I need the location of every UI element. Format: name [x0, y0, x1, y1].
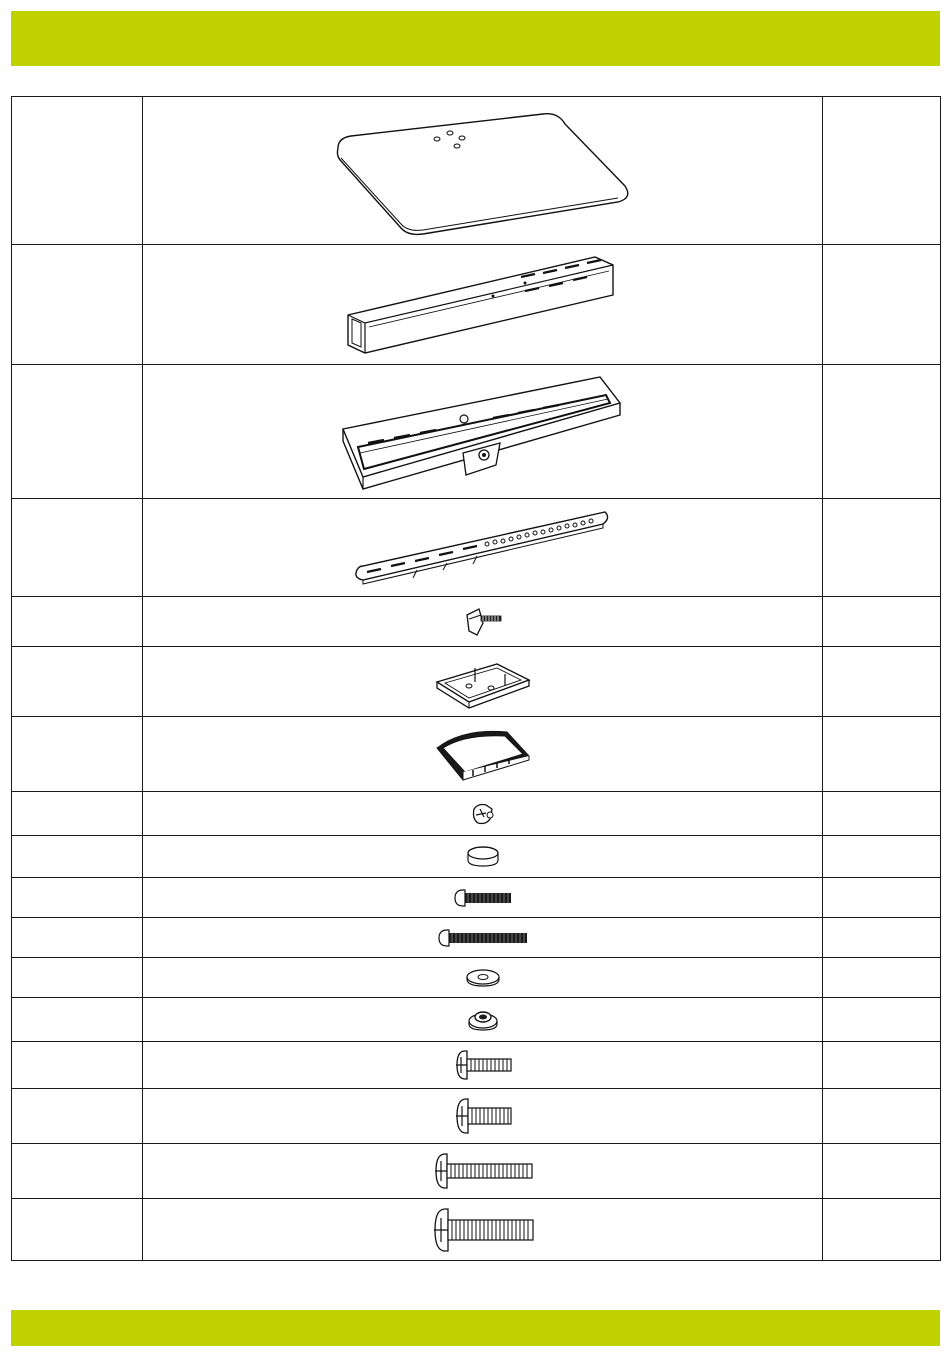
image-cell — [143, 958, 823, 998]
ref-cell — [12, 647, 143, 717]
ref-cell — [12, 958, 143, 998]
image-cell — [143, 836, 823, 878]
column-tube-icon — [343, 253, 623, 357]
qty-cell — [823, 1089, 941, 1144]
ref-cell — [12, 1089, 143, 1144]
table-row — [12, 1089, 941, 1144]
cable-clip-icon — [468, 801, 498, 827]
image-cell — [143, 1089, 823, 1144]
ref-cell — [12, 597, 143, 647]
qty-cell — [823, 836, 941, 878]
table-row — [12, 918, 941, 958]
ref-cell — [12, 878, 143, 918]
ref-cell — [12, 792, 143, 836]
ref-cell — [12, 245, 143, 365]
phillips-screw-m6-icon — [432, 1151, 534, 1191]
ref-cell — [12, 998, 143, 1042]
phillips-screw-m5-icon — [453, 1096, 513, 1136]
ref-cell — [12, 97, 143, 245]
table-row — [12, 1042, 941, 1089]
qty-cell — [823, 245, 941, 365]
qty-cell — [823, 597, 941, 647]
qty-cell — [823, 918, 941, 958]
ref-cell — [12, 836, 143, 878]
image-cell — [143, 499, 823, 597]
table-row — [12, 365, 941, 499]
image-cell — [143, 998, 823, 1042]
hex-bolt-long-icon — [437, 927, 529, 949]
image-cell — [143, 792, 823, 836]
image-cell — [143, 878, 823, 918]
qty-cell — [823, 499, 941, 597]
table-row — [12, 1144, 941, 1199]
table-row — [12, 647, 941, 717]
qty-cell — [823, 1199, 941, 1261]
qty-cell — [823, 1144, 941, 1199]
base-plate-icon — [333, 106, 633, 236]
image-cell — [143, 1144, 823, 1199]
qty-cell — [823, 792, 941, 836]
table-row — [12, 97, 941, 245]
ref-cell — [12, 1199, 143, 1261]
image-cell — [143, 647, 823, 717]
qty-cell — [823, 97, 941, 245]
mounting-bracket-icon — [338, 373, 628, 491]
ref-cell — [12, 918, 143, 958]
table-row — [12, 245, 941, 365]
image-cell — [143, 717, 823, 792]
ref-cell — [12, 365, 143, 499]
clamp-screw-icon — [461, 605, 505, 639]
table-row — [12, 958, 941, 998]
table-row — [12, 998, 941, 1042]
qty-cell — [823, 717, 941, 792]
table-row — [12, 878, 941, 918]
qty-cell — [823, 647, 941, 717]
hex-bolt-short-icon — [453, 887, 513, 909]
spacer-icon — [466, 1007, 500, 1033]
phillips-screw-m4-icon — [453, 1048, 513, 1082]
ref-cell — [12, 1144, 143, 1199]
table-row — [12, 792, 941, 836]
ref-cell — [12, 499, 143, 597]
ref-cell — [12, 1042, 143, 1089]
parts-table — [11, 96, 941, 1261]
flat-washer-icon — [464, 967, 502, 989]
image-cell — [143, 365, 823, 499]
image-cell — [143, 1042, 823, 1089]
footer-band — [11, 1310, 940, 1346]
ref-cell — [12, 717, 143, 792]
image-cell — [143, 245, 823, 365]
phillips-screw-m8-icon — [431, 1206, 535, 1254]
image-cell — [143, 918, 823, 958]
table-row — [12, 836, 941, 878]
base-cover-plate-icon — [433, 654, 533, 710]
end-cap-icon — [433, 726, 533, 782]
qty-cell — [823, 958, 941, 998]
table-row — [12, 499, 941, 597]
qty-cell — [823, 365, 941, 499]
adapter-arm-icon — [353, 508, 613, 588]
table-row — [12, 1199, 941, 1261]
rubber-pad-icon — [465, 844, 501, 870]
qty-cell — [823, 998, 941, 1042]
qty-cell — [823, 1042, 941, 1089]
table-row — [12, 597, 941, 647]
header-band — [11, 11, 940, 66]
image-cell — [143, 597, 823, 647]
qty-cell — [823, 878, 941, 918]
image-cell — [143, 97, 823, 245]
table-row — [12, 717, 941, 792]
image-cell — [143, 1199, 823, 1261]
